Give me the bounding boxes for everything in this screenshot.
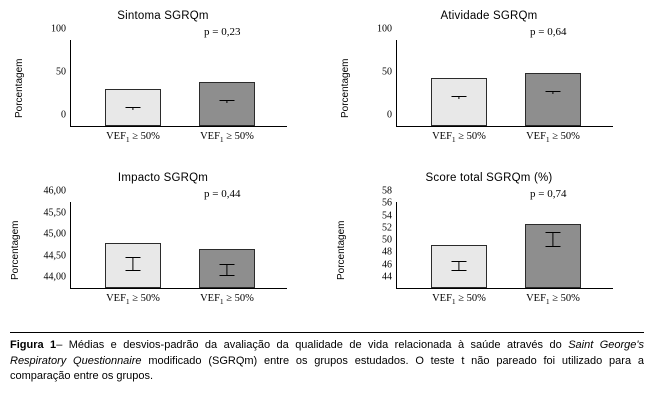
y-tick-label: 44,00 [43,271,66,283]
error-bar-cap [126,107,141,108]
y-axis-label: Porcentagem [14,58,25,118]
y-tick-label: 54 [382,210,392,222]
chart-panel-impacto [8,172,318,332]
error-bar-cap [220,264,235,265]
error-bar-cap [126,270,141,271]
caption-text-2: modificado (SGRQm) entre os grupos estudados. O teste t não pareado foi utilizado para a comparação entre os grupos. [10,354,644,382]
error-bar-upper [132,108,133,110]
figure-label: Figura 1 [10,339,57,351]
error-bar-upper [552,233,553,240]
y-tick-label: 100 [51,23,66,35]
y-tick-label: 50 [382,66,392,78]
error-bar-cap [546,91,561,92]
y-tick-label: 0 [387,109,392,121]
chart-title: Atividade SGRQm [440,10,538,22]
x-tick-label-group1: $VEF_1 \ge 50\%$ [106,293,160,307]
bar-group2 [199,82,255,145]
p-value-annotation: p = 0,74 [530,188,567,200]
error-bar-upper [226,101,227,103]
figure-caption [10,338,644,385]
x-tick-label-group2: $VEF_1 \ge 50\%$ [200,131,254,145]
y-tick-label: 58 [382,185,392,197]
y-tick-label: 50 [56,66,66,78]
bar-group1 [105,89,161,145]
chart-title: Sintoma SGRQm [117,10,209,22]
y-tick-label: 100 [377,23,392,35]
chart-title: Impacto SGRQm [117,172,209,184]
error-bar-cap [452,96,467,97]
y-axis-label: Porcentagem [336,220,347,280]
x-tick-label-group1: $VEF_1 \ge 50\%$ [432,131,486,145]
caption-italic-title: Saint George's Respiratory Questionnaire [10,339,644,367]
error-bar-cap [126,257,141,258]
chart-panel-atividade [334,10,644,170]
y-axis-label: Porcentagem [10,220,21,280]
y-tick-label: 48 [382,246,392,258]
bar-group1 [431,245,487,307]
x-tick-label-group2: $VEF_1 \ge 50\%$ [526,293,580,307]
caption-text-1: Médias e desvios-padrão da avaliação da qualidade de vida relacionada à saúde através do [68,339,569,351]
caption-divider [10,332,644,333]
bar-group2 [525,73,581,145]
y-tick-label: 50 [382,234,392,246]
y-tick-label: 0 [61,109,66,121]
error-bar-cap [452,261,467,262]
y-tick-label: 46,00 [43,185,66,197]
chart-panel-sintoma [8,10,318,170]
x-tick-label-group2: $VEF_1 \ge 50\%$ [200,293,254,307]
chart-panel-score-total [334,172,644,332]
y-axis-label: Porcentagem [340,58,351,118]
error-bar-cap [220,100,235,101]
p-value-annotation: p = 0,23 [204,26,241,38]
chart-title: Score total SGRQm (%) [425,172,553,184]
x-tick-label-group2: $VEF_1 \ge 50\%$ [526,131,580,145]
y-tick-label: 45,50 [43,207,66,218]
error-bar-upper [552,92,553,94]
caption-dash: – [56,339,63,351]
p-value-annotation: p = 0,44 [204,188,241,200]
y-tick-label: 44,50 [43,250,66,261]
y-tick-label: 52 [382,222,392,234]
error-bar-cap [546,232,561,233]
bar-group1 [431,78,487,145]
error-bar-cap [220,275,235,276]
x-tick-label-group1: $VEF_1 \ge 50\%$ [432,293,486,307]
bar-group2 [199,249,255,307]
x-tick-label-group1: $VEF_1 \ge 50\%$ [106,131,160,145]
y-tick-label: 44 [382,271,392,283]
error-bar-cap [452,270,467,271]
error-bar-cap [546,246,561,247]
p-value-annotation: p = 0,64 [530,26,567,38]
bar-group1 [105,243,161,307]
y-tick-label: 46 [382,259,392,271]
y-tick-label: 45,00 [43,228,66,240]
bar-group2 [525,224,581,307]
y-tick-label: 56 [382,197,392,209]
error-bar-upper [458,97,459,99]
